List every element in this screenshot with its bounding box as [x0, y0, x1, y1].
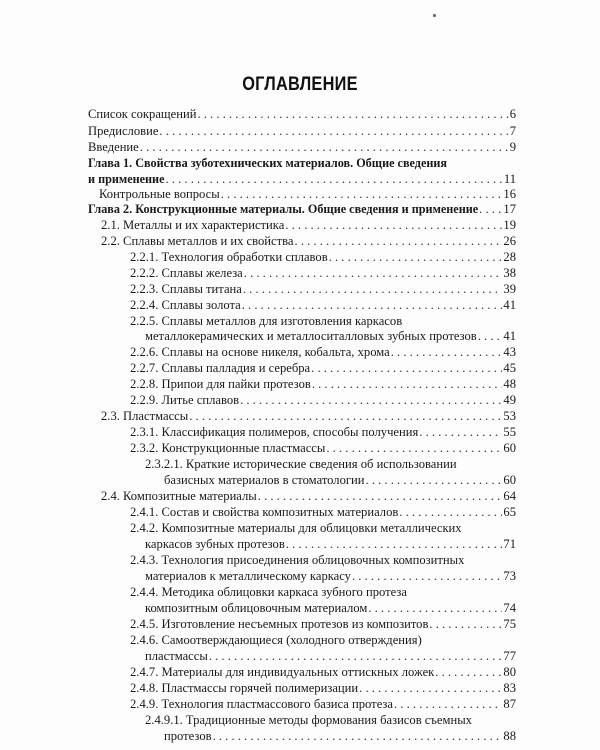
- toc-entry-page: 9: [509, 140, 516, 154]
- toc-entry[interactable]: [99, 187, 516, 202]
- toc-entry-page: 77: [503, 649, 516, 663]
- toc-entry[interactable]: [145, 537, 516, 552]
- toc-entry-title: 2.2.2. Сплавы железа: [130, 266, 243, 280]
- toc-entry[interactable]: [130, 697, 516, 712]
- toc-entry-title-continuation: и применение: [88, 172, 165, 186]
- dot-leader: [359, 681, 502, 696]
- toc-entry[interactable]: [88, 172, 516, 187]
- dot-leader: [286, 537, 503, 552]
- toc-entry-title: Введение: [88, 140, 139, 154]
- toc-entry-title[interactable]: 2.4.9.1. Традиционные методы формования базисов съемных: [145, 713, 472, 727]
- toc-entry[interactable]: [130, 393, 516, 408]
- toc-entry-page: 55: [503, 425, 516, 439]
- toc-entry-title: 2.4.9. Технология пластмассового базиса протеза: [130, 697, 393, 711]
- toc-entry-page: 45: [503, 361, 516, 375]
- toc-entry-title: 2.4.1. Состав и свойства композитных материалов: [130, 505, 399, 519]
- toc-entry-page: 74: [503, 601, 516, 615]
- toc-entry[interactable]: [130, 681, 516, 696]
- toc-entry-title: 2.4.5. Изготовление несъемных протезов из композитов: [130, 617, 429, 631]
- toc-entry-page: 38: [503, 266, 516, 280]
- toc-entry-title: 2.2.9. Литье сплавов: [130, 393, 240, 407]
- dot-leader: [197, 107, 508, 122]
- toc-entry[interactable]: [88, 124, 516, 139]
- toc-entry[interactable]: [130, 266, 516, 281]
- page-title: ОГЛАВЛЕНИЕ: [242, 74, 358, 95]
- toc-entry[interactable]: [130, 282, 516, 297]
- toc-entry-page: 41: [503, 298, 516, 312]
- toc-entry-title: 2.4. Композитные материалы: [101, 489, 257, 503]
- toc-entry[interactable]: [88, 140, 516, 155]
- dot-leader: [435, 665, 502, 680]
- toc-entry-title[interactable]: 2.4.6. Самоотверждающиеся (холодного отверждения): [130, 633, 422, 647]
- toc-entry-page: 43: [503, 345, 516, 359]
- toc-entry[interactable]: [145, 649, 516, 664]
- dot-leader: [399, 505, 502, 520]
- toc-entry[interactable]: [164, 729, 516, 744]
- toc-entry-page: 48: [503, 377, 516, 391]
- dot-leader: [159, 124, 508, 139]
- toc-entry-title: 2.3.1. Классификация полимеров, способы получения: [130, 425, 419, 439]
- toc-chapter-title[interactable]: Глава 1. Свойства зуботехнических материалов. Общие сведения: [88, 156, 447, 170]
- toc-entry[interactable]: [130, 250, 516, 265]
- toc-entry-title: 2.4.8. Пластмассы горячей полимеризации: [130, 681, 359, 695]
- toc-entry-title-continuation: протезов: [164, 729, 212, 743]
- toc-entry-page: 88: [503, 729, 516, 743]
- toc-entry-title: 2.4.7. Материалы для индивидуальных оттискных ложек: [130, 665, 435, 679]
- toc-entry-title: Контрольные вопросы: [99, 187, 220, 201]
- toc-entry-page: 83: [503, 681, 516, 695]
- dot-leader: [366, 473, 503, 488]
- toc-entry-page: 28: [503, 250, 516, 264]
- toc-entry[interactable]: [101, 218, 516, 233]
- dot-leader: [209, 649, 503, 664]
- toc-entry-page: 73: [503, 569, 516, 583]
- dot-leader: [429, 617, 502, 632]
- dot-leader: [166, 172, 503, 187]
- toc-entry-title[interactable]: 2.4.2. Композитные материалы для облицовки металлических: [130, 521, 462, 535]
- toc-entry-title: 2.1. Металлы и их характеристика: [101, 218, 285, 232]
- toc-entry-page: 60: [503, 473, 516, 487]
- dot-leader: [295, 234, 503, 249]
- dot-leader: [244, 266, 503, 281]
- toc-entry-title-continuation: композитным облицовочным материалом: [145, 601, 368, 615]
- toc-entry-title: 2.2. Сплавы металлов и их свойства: [101, 234, 294, 248]
- toc-entry-page: 6: [509, 107, 516, 121]
- toc-entry-title-continuation: металлокерамических и металлоситалловых зубных протезов: [145, 329, 477, 343]
- toc-entry[interactable]: [145, 329, 516, 344]
- toc-entry[interactable]: [88, 202, 516, 217]
- toc-entry-page: 53: [503, 409, 516, 423]
- dot-leader: [478, 329, 503, 344]
- toc-entry[interactable]: [145, 569, 516, 584]
- toc-entry-title-continuation: материалов к металлическому каркасу: [145, 569, 351, 583]
- dot-leader: [479, 202, 502, 217]
- dot-leader: [240, 393, 502, 408]
- dot-leader: [312, 377, 503, 392]
- toc-entry[interactable]: [130, 425, 516, 440]
- dot-leader: [326, 441, 502, 456]
- toc-entry-page: 11: [503, 172, 516, 186]
- toc-entry-title-continuation: каркасов зубных протезов: [145, 537, 285, 551]
- toc-entry-title: 2.2.4. Сплавы золота: [130, 298, 241, 312]
- toc-entry-title: Глава 2. Конструкционные материалы. Общие сведения и применение: [88, 202, 479, 216]
- toc-entry-page: 16: [503, 187, 516, 201]
- dot-leader: [243, 282, 503, 297]
- toc-entry[interactable]: [101, 409, 516, 424]
- toc-entry[interactable]: [130, 617, 516, 632]
- toc-entry-page: 49: [503, 393, 516, 407]
- toc-entry-title[interactable]: 2.3.2.1. Краткие исторические сведения об использовании: [145, 457, 457, 471]
- toc-entry-page: 87: [503, 697, 516, 711]
- toc-entry[interactable]: [130, 377, 516, 392]
- dot-leader: [391, 345, 503, 360]
- toc-entry-title: 2.2.8. Припои для пайки протезов: [130, 377, 311, 391]
- toc-entry-page: 80: [503, 665, 516, 679]
- toc-entry-title: 2.2.3. Сплавы титана: [130, 282, 242, 296]
- toc-entry[interactable]: [130, 665, 516, 680]
- toc-entry[interactable]: [130, 345, 516, 360]
- dot-leader: [258, 489, 503, 504]
- dot-leader: [419, 425, 502, 440]
- toc-entry-title: Предисловие: [88, 124, 159, 138]
- toc-entry-page: 17: [503, 202, 516, 216]
- toc-entry-title-continuation: базисных материалов в стоматологии: [164, 473, 365, 487]
- toc-entry-title-continuation: пластмассы: [145, 649, 208, 663]
- toc-entry-page: 19: [503, 218, 516, 232]
- toc-entry-title[interactable]: 2.4.4. Методика облицовки каркаса зубного протеза: [130, 585, 407, 599]
- toc-entry[interactable]: [101, 234, 516, 249]
- toc-entry-title: 2.2.7. Сплавы палладия и серебра: [130, 361, 311, 375]
- toc-entry-page: 71: [503, 537, 516, 551]
- toc-entry[interactable]: [130, 361, 516, 376]
- toc-entry-page: 75: [503, 617, 516, 631]
- toc-entry-title: 2.3. Пластмассы: [101, 409, 189, 423]
- dot-leader: [311, 361, 502, 376]
- toc-entry-page: 64: [503, 489, 516, 503]
- toc-entry[interactable]: [164, 473, 516, 488]
- dot-leader: [242, 298, 503, 313]
- toc-entry-title: 2.3.2. Конструкционные пластмассы: [130, 441, 326, 455]
- dot-leader: [285, 218, 502, 233]
- toc-entry-title[interactable]: 2.4.3. Технология присоединения облицовочных композитных: [130, 553, 465, 567]
- dot-leader: [394, 697, 502, 712]
- toc-entry-page: 41: [503, 329, 516, 343]
- toc-entry[interactable]: [130, 505, 516, 520]
- toc-entry[interactable]: [88, 107, 516, 122]
- toc-entry-title: Список сокращений: [88, 107, 197, 121]
- toc-entry-page: 26: [503, 234, 516, 248]
- toc-entry-page: 60: [503, 441, 516, 455]
- dot-leader: [189, 409, 502, 424]
- dot-leader: [368, 601, 502, 616]
- dot-leader: [221, 187, 503, 202]
- toc-entry-title: 2.2.1. Технология обработки сплавов: [130, 250, 328, 264]
- toc-entry-title: 2.2.6. Сплавы на основе никеля, кобальта, хрома: [130, 345, 390, 359]
- toc-entry-title[interactable]: 2.2.5. Сплавы металлов для изготовления каркасов: [130, 314, 403, 328]
- toc-entry[interactable]: [145, 601, 516, 616]
- dot-leader: [329, 250, 503, 265]
- toc-entry[interactable]: [130, 298, 516, 313]
- toc-entry-page: 7: [509, 124, 516, 138]
- toc-entry-page: 39: [503, 282, 516, 296]
- toc-entry-page: 65: [503, 505, 516, 519]
- toc-entry[interactable]: [101, 489, 516, 504]
- dot-leader: [140, 140, 509, 155]
- toc-entry[interactable]: [130, 441, 516, 456]
- dot-leader: [213, 729, 503, 744]
- dot-leader: [352, 569, 502, 584]
